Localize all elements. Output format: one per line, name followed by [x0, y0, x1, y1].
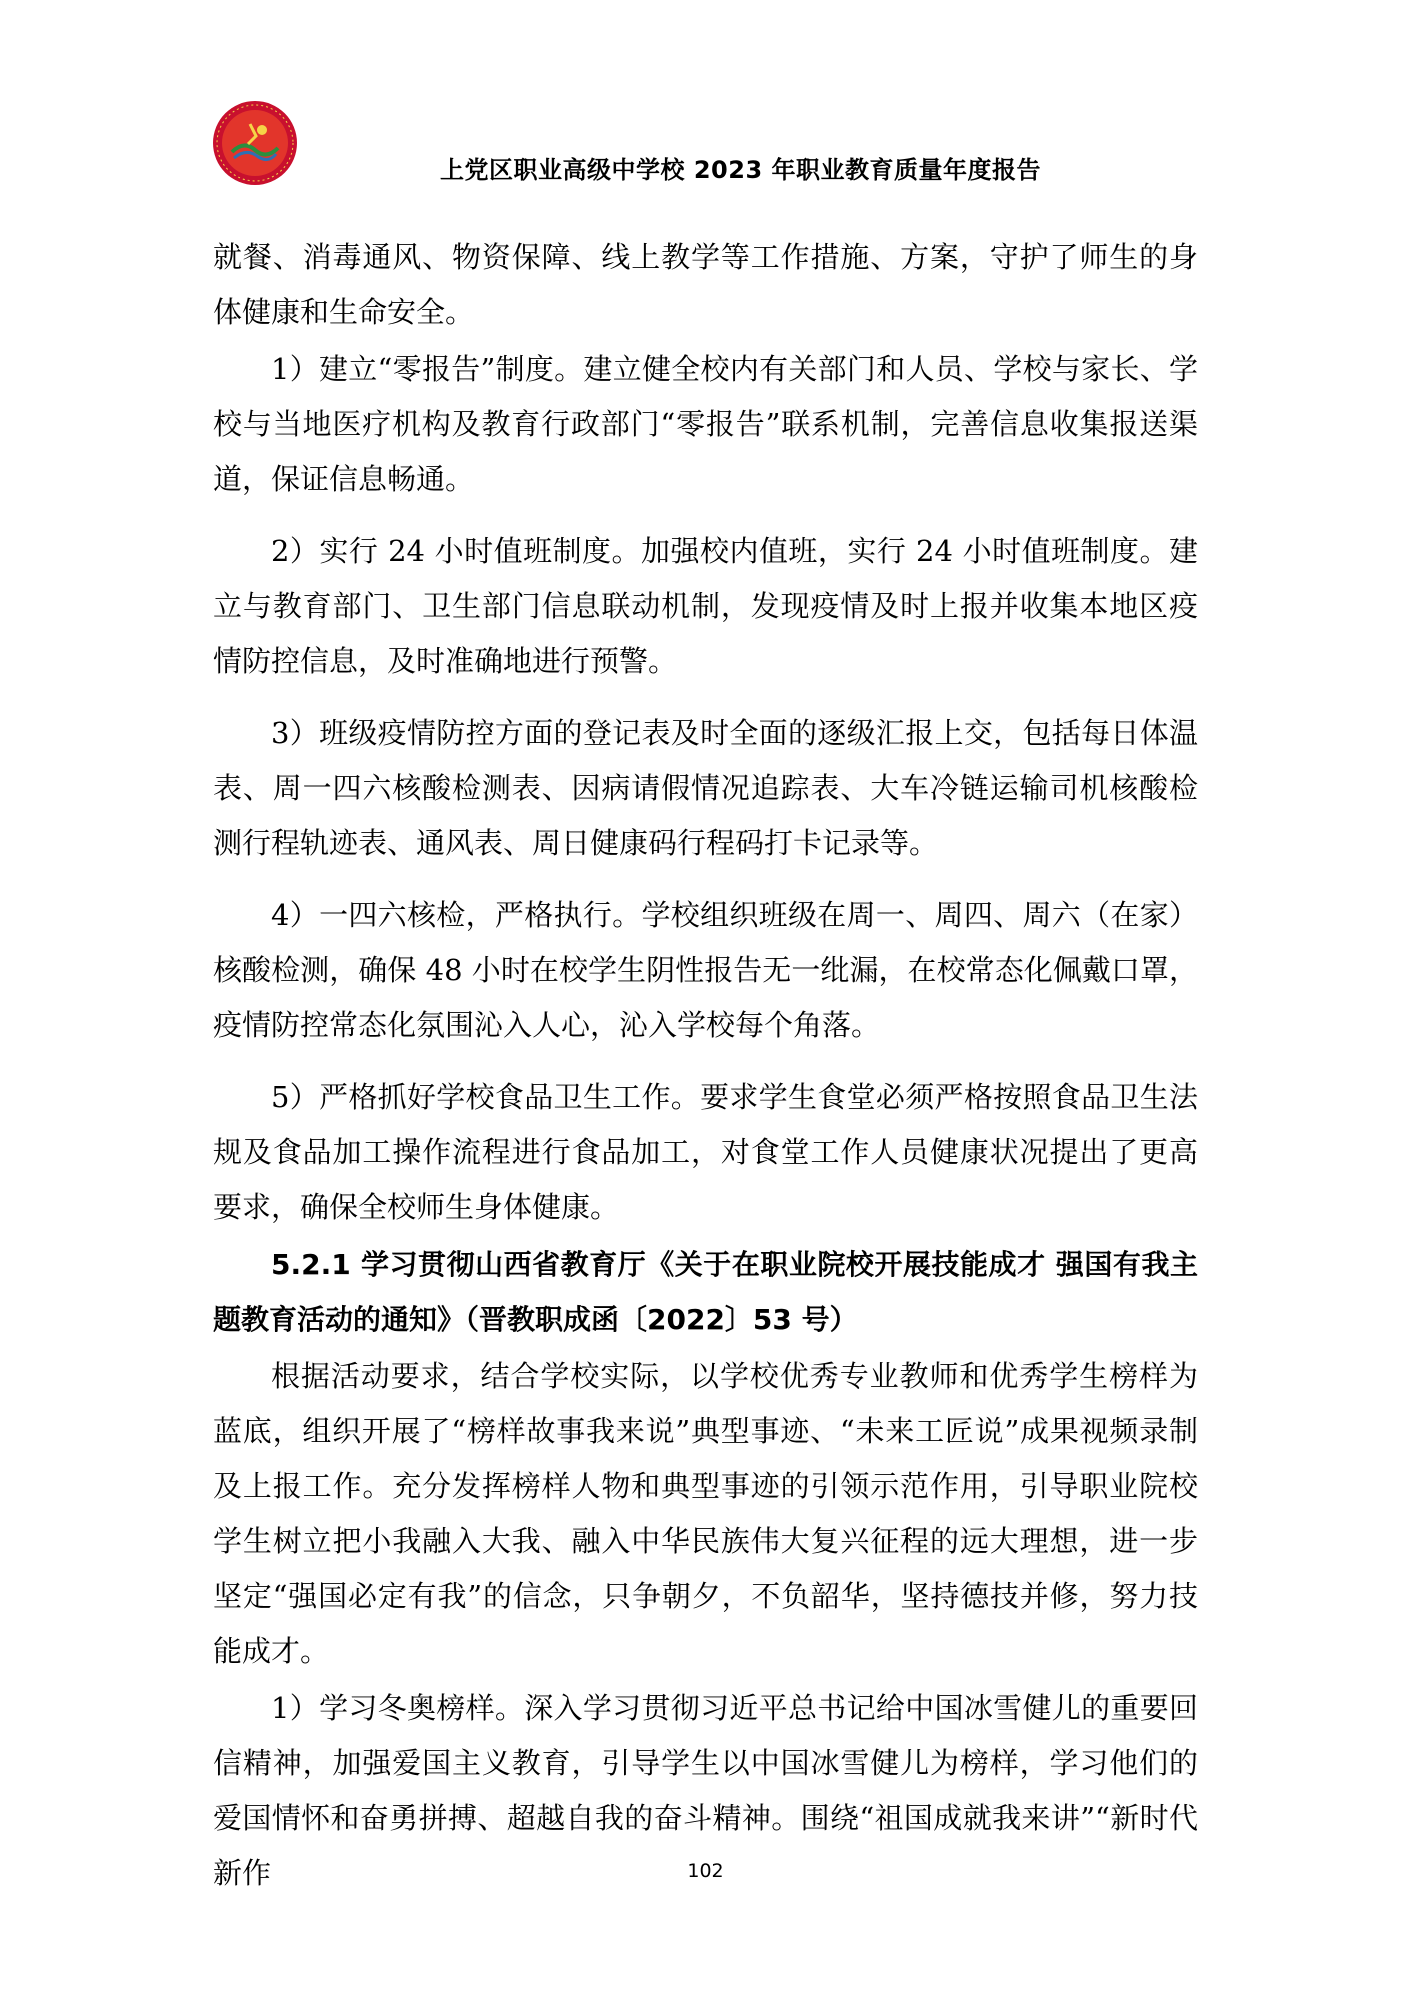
document-body: [213, 230, 1198, 1901]
paragraph: 1）学习冬奥榜样。深入学习贯彻习近平总书记给中国冰雪健儿的重要回信精神，加强爱国主义教育，引导学生以中国冰雪健儿为榜样，学习他们的爱国情怀和奋勇拼搏、超越自我的奋斗精神。围绕“祖国成就我来讲”“新时代 新作: [213, 1691, 1198, 1890]
paragraph: 4）一四六核检，严格执行。学校组织班级在周一、周四、周六（在家）核酸检测，确保 48 小时在校学生阴性报告无一纰漏，在校常态化佩戴口罩，疫情防控常态化氛围沁入人心，沁入学校每个角落。: [213, 898, 1198, 1042]
page-header-title: 上党区职业高级中学校 2023 年职业教育质量年度报告: [440, 156, 1042, 184]
school-emblem-icon: [212, 100, 298, 186]
page-number: 102: [687, 1860, 724, 1882]
paragraph: 2）实行 24 小时值班制度。加强校内值班，实行 24 小时值班制度。建立与教育部门、卫生部门信息联动机制，发现疫情及时上报并收集本地区疫情防控信息，及时准确地进行预警。: [213, 534, 1198, 678]
paragraph: 根据活动要求，结合学校实际，以学校优秀专业教师和优秀学生榜样为蓝底，组织开展了“榜样故事我来说”典型事迹、“未来工匠说”成果视频录制及上报工作。充分发挥榜样人物和典型事迹的引领示范作用，引导职业院校学生树立把小我融入大我、融入中华民族伟大复兴征程的远大理想，进一步坚定“强国必定有我”的信念，只争朝夕，不负韶华，坚持德技并修，努力技能成才。: [213, 1359, 1198, 1668]
section-heading: 5.2.1 学习贯彻山西省教育厅《关于在职业院校开展技能成才 强国有我主题教育活动的通知》（晋教职成函〔2022〕53 号）: [213, 1248, 1198, 1336]
paragraph: 就餐、消毒通风、物资保障、线上教学等工作措施、方案，守护了师生的身体健康和生命安全。: [213, 240, 1198, 329]
paragraph: 5）严格抓好学校食品卫生工作。要求学生食堂必须严格按照食品卫生法规及食品加工操作流程进行食品加工，对食堂工作人员健康状况提出了更高要求，确保全校师生身体健康。: [213, 1080, 1198, 1224]
paragraph: 3）班级疫情防控方面的登记表及时全面的逐级汇报上交，包括每日体温表、周一四六核酸检测表、因病请假情况追踪表、大车冷链运输司机核酸检测行程轨迹表、通风表、周日健康码行程码打卡记录等。: [213, 716, 1198, 860]
paragraph: 1）建立“零报告”制度。建立健全校内有关部门和人员、学校与家长、学校与当地医疗机构及教育行政部门“零报告”联系机制，完善信息收集报送渠道，保证信息畅通。: [213, 352, 1198, 496]
